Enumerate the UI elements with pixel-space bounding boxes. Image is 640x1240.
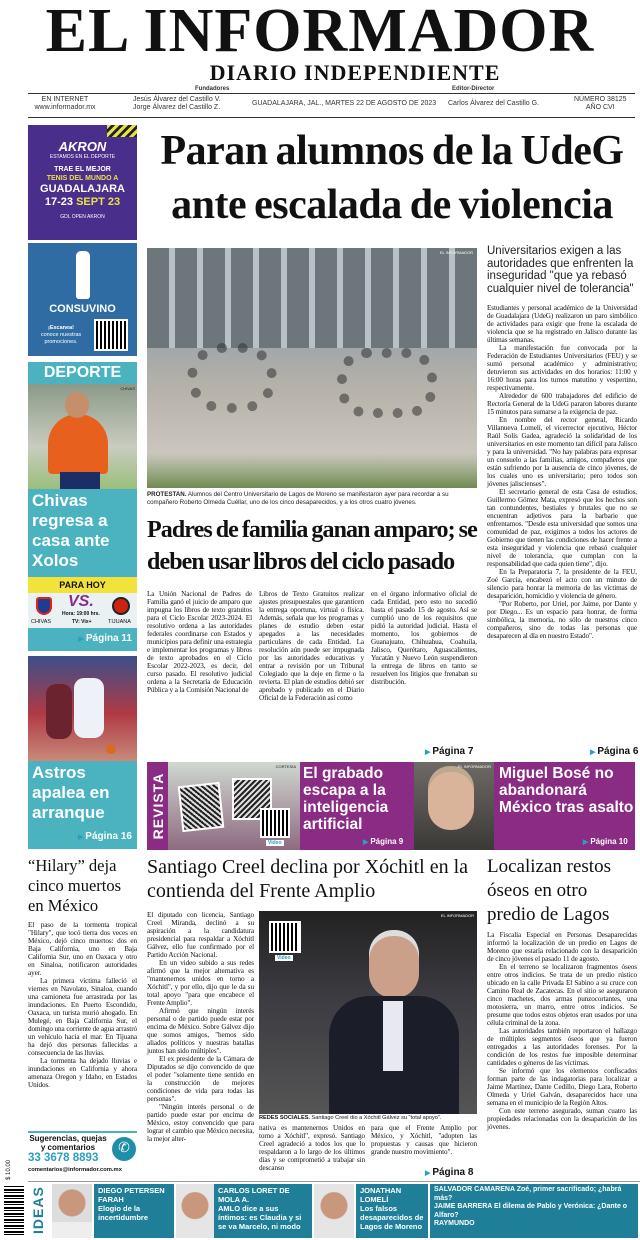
paragraph: Con este terreno asegurado, suman cuatro las propiedades relacionadas con la desaparición de los jóvenes. <box>487 1107 637 1131</box>
photo-credit: CHIVAS <box>120 386 135 391</box>
issue-year: AÑO CVI <box>585 104 615 111</box>
akron-line1: TRAE EL MEJOR <box>54 166 111 173</box>
website-link[interactable]: www.informador.mx <box>34 104 96 111</box>
creel-photo <box>259 911 477 1114</box>
astros-section <box>28 656 137 849</box>
editor-name: Carlos Álvarez del Castillo G. <box>448 100 540 107</box>
title: Los falsos desaparecidos de Lagos de Moreno <box>360 1204 424 1231</box>
paragraph: Estudiantes y personal académico de la Universidad de Guadalajara (UdeG) realizaron un paro simbólico de actividades para exigir que frene la escalada de violencia que se ha registrado en Jalisco durante las últimas semanas. <box>487 304 637 344</box>
page-16-link[interactable]: ▶ Página 16 <box>28 827 137 843</box>
page-10-link[interactable]: ▶ Página 10 <box>583 837 628 848</box>
caption-text: Alumnos del Centro Universitario de Lagos de Moreno se manifestaron ayer para recordar a su compañero Roberto Olmeda Cuéllar, uno de los cinco desaparecidos, y a los otros cuatro jóvenes. <box>147 491 449 506</box>
ideas-list[interactable] <box>430 1184 638 1238</box>
ideas-item-3[interactable] <box>356 1184 428 1238</box>
protest-photo <box>147 248 477 488</box>
consuvino-ad[interactable] <box>28 243 137 356</box>
dateline: GUADALAJARA, JAL., MARTES 22 DE AGOSTO DE 2023 <box>252 100 437 107</box>
akron-month: SEPT 23 <box>76 196 121 208</box>
lagos-body <box>487 931 637 1131</box>
akron-line3: GUADALAJARA <box>40 183 125 195</box>
masthead-title: EL INFORMADOR <box>45 0 595 65</box>
ideas-list-item[interactable]: SALVADOR CAMARENA Zoé, primer sacrificado; ¿habrá más? <box>434 1186 622 1202</box>
paragraph: El diputado con licencia, Santiago Creel Miranda, declinó a su aspiración a la candidatura presidencial para respaldar a Xóchitl Gálvez, ello fue confirmado por el Partido Acción Nacional. <box>147 911 254 959</box>
ideas-label: IDEAS <box>30 1186 46 1234</box>
barcode <box>4 1186 24 1236</box>
miguel-bose-photo <box>414 762 494 850</box>
match-tv: TV: Vix+ <box>72 619 92 625</box>
phone-icon: ✆ <box>112 1137 136 1161</box>
paragraph: En nombre del rector general, Ricardo Villanueva Lomelí, el vicerrector ejecutivo, Héctor Raúl Solís Gadea, agradeció la solidaridad de los universitarios en este momento tan difícil para Jalisco y para la universidad. "No hay palabras para expresar un consuelo a las familias, amigos, compañeros que están sufriendo por la ausencia de cinco jóvenes, de los cuales uno es universitario; pero todos son jóvenes jaliscienses". <box>487 416 637 488</box>
vs-label: VS. <box>68 593 94 610</box>
contact-title: Sugerencias, quejas y comentarios <box>29 1134 107 1152</box>
paragraph: Se informó que los elementos confiscados forman parte de las indagatorias para localizar a Jaime Martínez, Dante Cedillo, Diego Lara, Roberto Olmeda y Uriel Galván, desaparecidos hace una semana en el municipio de la Región Altos. <box>487 1067 637 1107</box>
photo-credit: EL INFORMADOR <box>439 250 473 255</box>
lead-deck: Universitarios exigen a las autoridades que enfrenten la inseguridad "que ya rebasó cualquier nivel de tolerancia" <box>487 245 634 295</box>
author: DIEGO PETERSEN FARAH <box>98 1186 165 1204</box>
revista-story-1[interactable]: El grabado escapa a la inteligencia artificial <box>303 765 389 833</box>
ideas-list-item[interactable]: RAYMUNDO <box>434 1220 475 1227</box>
para-hoy-label: PARA HOY <box>28 577 137 593</box>
issue-number: NÚMERO 38125 <box>574 96 627 103</box>
paragraph: "Ningún interés personal o de partido puede estar por encima de México, estoy convencido que para lograr el cambio que México necesita, la mejor alter- <box>147 1103 254 1143</box>
paragraph: El ex presidente de la Cámara de Diputados se dijo convencido de que el poder "solamente tiene sentido en la construcción de mejores condiciones de vida para todas las personas". <box>147 1055 254 1103</box>
sports-section <box>28 362 137 651</box>
video-label[interactable]: Video <box>277 955 291 961</box>
paragraph: La Fiscalía Especial en Personas Desaparecidas informó la localización de un predio en Lagos de Moreno que estaría relacionado con la desaparición de cinco jóvenes el pasado 11 de agosto. <box>487 931 637 963</box>
bottle-icon <box>76 251 90 299</box>
sports-section-title: DEPORTE <box>43 364 122 381</box>
page-8-link[interactable]: ▶ Página 8 <box>425 1167 473 1179</box>
books-column-3: en el órgano informativo oficial de cada Entidad, pero esto no sucedió hasta el pasado 15 de agosto. Así se cumplió uno de los requisitos que pidió la autoridad judicial. Hasta el momento, los gobiernos de Guanajuato, Chihuahua, Coahuila, Jalisco, Querétaro, Aguascalientes, Yucatán y Nuevo León suspendieron la entrega de libros en tanto se resuelven los litigios que frenaban su distribución. <box>371 590 477 686</box>
gdl-open-logo: GDL OPEN AKRON <box>60 214 105 220</box>
revista-story-2[interactable]: Miguel Bosé no abandonará México tras asalto <box>499 765 634 816</box>
creel-headline[interactable]: Santiago Creel declina por Xóchitl en la contienda del Frente Amplio <box>147 856 469 902</box>
lead-body <box>487 304 637 640</box>
lagos-headline[interactable]: Localizan restos óseos en otro predio de Lagos <box>487 856 611 925</box>
revista-band <box>147 762 635 850</box>
paragraph: Alrededor de 600 trabajadores del edificio de Rectoría General de la UdeG pararon labores durante 15 minutos para sumarse a la exigencia de paz. <box>487 392 637 416</box>
author-photo <box>176 1184 214 1238</box>
page-9-link[interactable]: ▶ Página 9 <box>363 837 403 848</box>
founder-2: Jorge Álvarez del Castillo Z. <box>133 104 221 111</box>
chivas-headline[interactable]: Chivas regresa a casa ante Xolos <box>32 491 110 570</box>
revista-label: REVISTA <box>150 772 166 840</box>
caption-label: REDES SOCIALES. <box>259 1115 310 1121</box>
price-label: $ 10.00 <box>6 1159 12 1180</box>
paragraph: Las autoridades también reportaron el hallazgo de múltiples segmentos óseos que ya fueron entregados a las autoridades forenses. Por la condición de los restos fue imposible determinar cantidades o géneros de las víctimas. <box>487 1027 637 1067</box>
video-label[interactable]: Video <box>268 840 282 846</box>
page-7-link[interactable]: ▶ Página 7 <box>425 746 473 758</box>
paragraph: "Por Roberto, por Uriel, por Jaime, por Dante y por Diego... Es un espacio para honrar, de forma simbólica, la memoria, no sólo de nuestros cinco compañeros, sino de todas las personas que desaparecen al día en nuestro Estado". <box>487 600 637 640</box>
lead-headline[interactable]: Paran alumnos de la UdeG ante escalada de violencia <box>160 128 624 228</box>
hilary-body <box>28 921 137 1089</box>
akron-logo: AKRON <box>58 139 107 154</box>
author: CARLOS LORET DE MOLA A. <box>218 1186 290 1204</box>
xolos-crest-icon <box>112 597 130 615</box>
paragraph: La tormenta ha dejado lluvias e inundaciones en California y ahora amenaza Oregon y Idaho, en Estados Unidos. <box>28 1057 137 1089</box>
akron-tag: ESTAMOS EN EL DEPORTE <box>49 154 116 160</box>
lead-caption <box>147 491 477 507</box>
paragraph: En la Preparatoria 7, la presidente de la FEU, Zoé García, encabezó el acto con un minuto de silencio para honrar la memoria de las víctimas de desaparición, homicidio y violencia de género. <box>487 568 637 600</box>
editor-label: Editor-Director <box>452 86 495 92</box>
founders-label: Fundadores <box>195 86 230 92</box>
hilary-headline[interactable]: “Hilary” deja cinco muertos en México <box>28 856 122 915</box>
akron-line2: TENIS DEL MUNDO A <box>46 175 119 182</box>
masthead-subtitle: DIARIO INDEPENDIENTE <box>209 60 501 85</box>
creel-body <box>147 911 254 1143</box>
creel-column-3: para que el Frente Amplio por México, y Xóchitl, "adopten las propuestas y causas que hicieron grande nuestro movimiento". <box>371 1124 477 1156</box>
creel-caption <box>259 1115 477 1122</box>
qr-code-icon[interactable] <box>260 808 290 838</box>
contact-box <box>28 1131 137 1179</box>
consuvino-logo: CONSUVINO <box>49 303 116 315</box>
books-column-2: Libros de Texto Gratuitos realizar ajustes presupuestales que garanticen la entrega oportuna, virtual o física. Además, señala que los programas y planes de estudio deben estar apegados a las necesidades particulares de cada Entidad. La resolución aún puede ser impugnada por las autoridades educativas y entrar a revisión por un Tribunal Colegiado que la deje en firme o la revierta. El plan de estudios debió ser aprobado y publicado en el Diario Oficial de la Federación así como <box>259 590 364 702</box>
paragraph: La primera víctima falleció el viernes en Navolato, Sinaloa, cuando una camioneta fue arrastrada por las inundaciones. En Puerto Escondido, Oaxaca, un turista murió ahogado. En Mulegé, en Baja California Sur, el domingo una corriente de agua arrastró un vehículo hacia el mar. En Tijuana ha dejó dos personas fallecidas a consecuencia de las lluvias. <box>28 977 137 1057</box>
paragraph: El secretario general de esta Casa de estudios, Guillermo Gómez Mata, expresó que los hechos son tan contundentes, bestiales y brutales que no se encuentran adjetivos para la barbarie que enfrentamos. "Desde esta universidad que somos una comunidad de paz, exigimos a todos los actores de Gobierno que tienen las condiciones de hacer frente a esta inseguridad y violencia que rebasó cualquier nivel de tolerancia, que cumplan con la responsabilidad que cada quien tiene", dijo. <box>487 488 637 568</box>
team-tijuana: TIJUANA <box>108 619 131 625</box>
author-photo <box>314 1184 354 1238</box>
title: Elogio de la incertidumbre <box>98 1204 149 1222</box>
author: JONATHAN LOMELÍ <box>360 1186 402 1204</box>
paragraph: El paso de la tormenta tropical "Hilary", que tocó tierra dos veces en México, dejó cinco muertos: dos en Baja California, uno en Baja California Sur, uno en Oaxaca y otro en Sinaloa, notificaron autoridades ayer. <box>28 921 137 977</box>
akron-ad[interactable] <box>28 125 137 240</box>
akron-dates: 17-23 <box>44 196 74 208</box>
paragraph: En el terreno se localizaron fragmentos óseos entre otros indicios. Se trata de un predio rústico ubicado en la calle Privada El Sabino a su cruce con Camino Real de Zacatecas. En el sitio se aseguraron cinco machetes, dos armas punzocortantes, una motosierra, un marro, entre otros indicios. Se presume que todos estos objetos eran usados por una célula criminal de la zona. <box>487 963 637 1027</box>
qr-code-icon[interactable] <box>94 319 128 351</box>
contact-email[interactable]: comentarios@informador.com.mx <box>28 1167 122 1173</box>
scan-label: ¡Escanea! <box>48 325 74 331</box>
ball-icon <box>106 744 116 754</box>
creel-column-2: nativa es mantenernos Unidos en torno a Xóchitl", expresó. Santiago Creel agradeció a todos los que lo respaldaron a lo largo de los últimos días y se comprometió a trabajar sin descanso <box>259 1124 365 1172</box>
ideas-item-1[interactable] <box>94 1184 174 1238</box>
qr-code-icon[interactable] <box>269 921 301 953</box>
team-chivas: CHIVAS <box>31 619 52 625</box>
paragraph: La manifestación fue convocada por la Federación de Estudiantes Universitarios (FEU) y se sumó personal académico y administrativo; detuvieron sus actividades en dos horarios: 11:00 y 16:00 horas para los turnos matutino y vespertino, respectivamente. <box>487 344 637 392</box>
caption-label: PROTESTAN. <box>147 491 187 498</box>
ideas-item-2[interactable] <box>214 1184 312 1238</box>
contact-phone[interactable]: 33 3678 8893 <box>28 1152 99 1164</box>
books-column-1: La Unión Nacional de Padres de Familia ganó el juicio de amparo que impugna los libros de texto gratuitos para el Ciclo Escolar 2023-2024. El resolutivo ordena a las autoridades federales coordinarse con Estados y municipios para definir una estrategia e implementar los programas y libros de texto aprobados en el Ciclo Escolar 2022-2023, es decir, del curso pasado. El resolutivo judicial ordena a la Secretaría de Educación Pública y a la Comisión Nacional de <box>147 590 252 694</box>
engraving-photo <box>168 762 300 850</box>
match-info <box>28 593 137 628</box>
title: AMLO dice a sus íntimos: es Claudia y si se va Marcelo, ni modo <box>218 1204 302 1231</box>
founder-1: Jesús Álvarez del Castillo V. <box>133 96 221 103</box>
paragraph: En un video subido a sus redes afirmó que la mejor alternativa es "mantenernos unidos en torno a Xóchitl", y por ello, dijo que le da su total apoyo "para que encabece el Frente Amplio". <box>147 959 254 1007</box>
photo-credit: CORTESÍA <box>275 764 296 769</box>
match-time: Hora: 19:00 hrs. <box>62 611 100 617</box>
paragraph: Afirmó que ningún interés personal o de partido puede estar por encima de México. Sobre Gálvez dijo que somos amigos, "hemos sido aliados políticos y nuestras batallas juntos han sido múltiples". <box>147 1007 254 1055</box>
photo-credit: EL INFORMADOR <box>457 764 491 769</box>
chivas-player-photo <box>28 384 137 489</box>
chivas-crest-icon <box>36 597 52 615</box>
basketball-photo <box>28 656 137 761</box>
books-headline[interactable]: Padres de familia ganan amparo; se deben usar libros del ciclo pasado <box>147 517 477 575</box>
promo-text: conoce nuestras promociones. <box>40 332 82 345</box>
ideas-list-item[interactable]: JAIME BARRERA El dilema de Pablo y Verónica: ¿Dante o Alfaro? <box>434 1203 628 1219</box>
page-6-link[interactable]: ▶ Página 6 <box>590 746 638 758</box>
author-photo <box>52 1184 92 1238</box>
astros-headline[interactable]: Astros apalea en arranque <box>32 763 110 822</box>
photo-credit: EL INFORMADOR <box>440 913 474 918</box>
caption-text: Santiago Creel dio a Xóchitl Gálvez su "total apoyo". <box>311 1115 442 1121</box>
internet-label: EN INTERNET <box>41 96 89 103</box>
page-11-link[interactable]: ▶ Página 11 <box>28 628 137 645</box>
